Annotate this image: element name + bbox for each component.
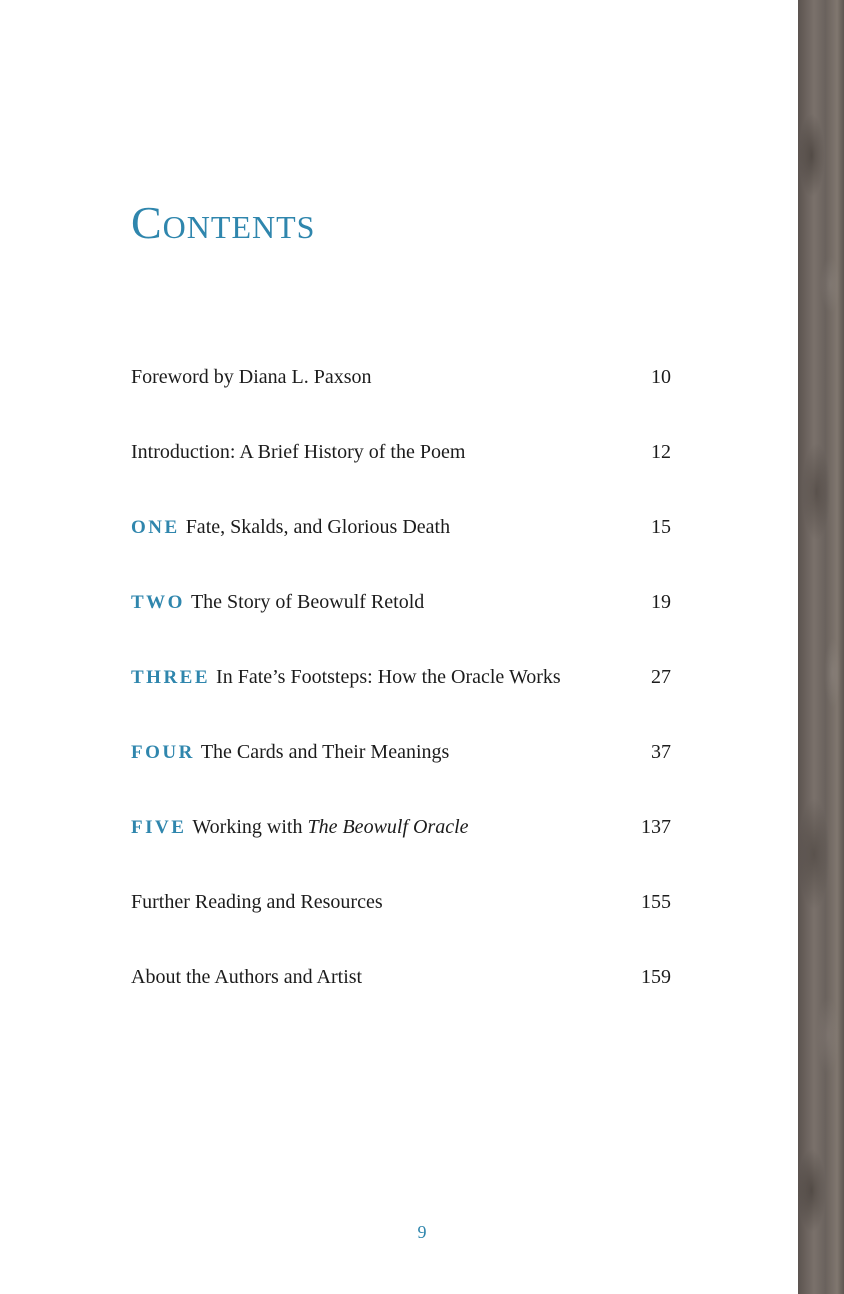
stone-texture-edge	[798, 0, 844, 1294]
chapter-number: FIVE	[131, 817, 187, 838]
entry-title: Fate, Skalds, and Glorious Death	[185, 516, 451, 538]
entry-page-number: 155	[641, 891, 671, 913]
entry-page-number: 37	[651, 741, 671, 763]
entry-title: In Fate’s Footsteps: How the Oracle Works	[216, 666, 561, 688]
toc-entry[interactable]	[131, 961, 671, 1036]
entry-page-number: 159	[641, 966, 671, 988]
chapter-number: TWO	[131, 592, 185, 613]
entry-title: Working with The Beowulf Oracle	[192, 816, 469, 838]
table-of-contents	[131, 361, 671, 1036]
entry-page-number: 10	[651, 366, 671, 388]
entry-title: Further Reading and Resources	[131, 891, 383, 913]
toc-entry[interactable]	[131, 661, 671, 736]
entry-title: The Cards and Their Meanings	[200, 741, 450, 763]
chapter-number: ONE	[131, 517, 180, 538]
page-title: Contents	[131, 197, 316, 248]
entry-page-number: 137	[641, 816, 671, 838]
entry-page-number: 12	[651, 441, 671, 463]
entry-title: Foreword by Diana L. Paxson	[131, 366, 372, 388]
entry-title: The Story of Beowulf Retold	[190, 591, 425, 613]
toc-entry[interactable]	[131, 361, 671, 436]
entry-title: About the Authors and Artist	[131, 966, 363, 988]
chapter-number: THREE	[131, 667, 211, 688]
toc-entry[interactable]	[131, 811, 671, 886]
entry-page-number: 27	[651, 666, 671, 688]
entry-title: Introduction: A Brief History of the Poem	[131, 441, 466, 463]
folio-page-number: 9	[417, 1222, 427, 1242]
toc-entry[interactable]	[131, 736, 671, 811]
entry-page-number: 19	[651, 591, 671, 613]
entry-page-number: 15	[651, 516, 671, 538]
toc-entry[interactable]	[131, 586, 671, 661]
toc-entry[interactable]	[131, 436, 671, 511]
toc-entry[interactable]	[131, 886, 671, 961]
toc-entry[interactable]	[131, 511, 671, 586]
chapter-number: FOUR	[131, 742, 195, 763]
